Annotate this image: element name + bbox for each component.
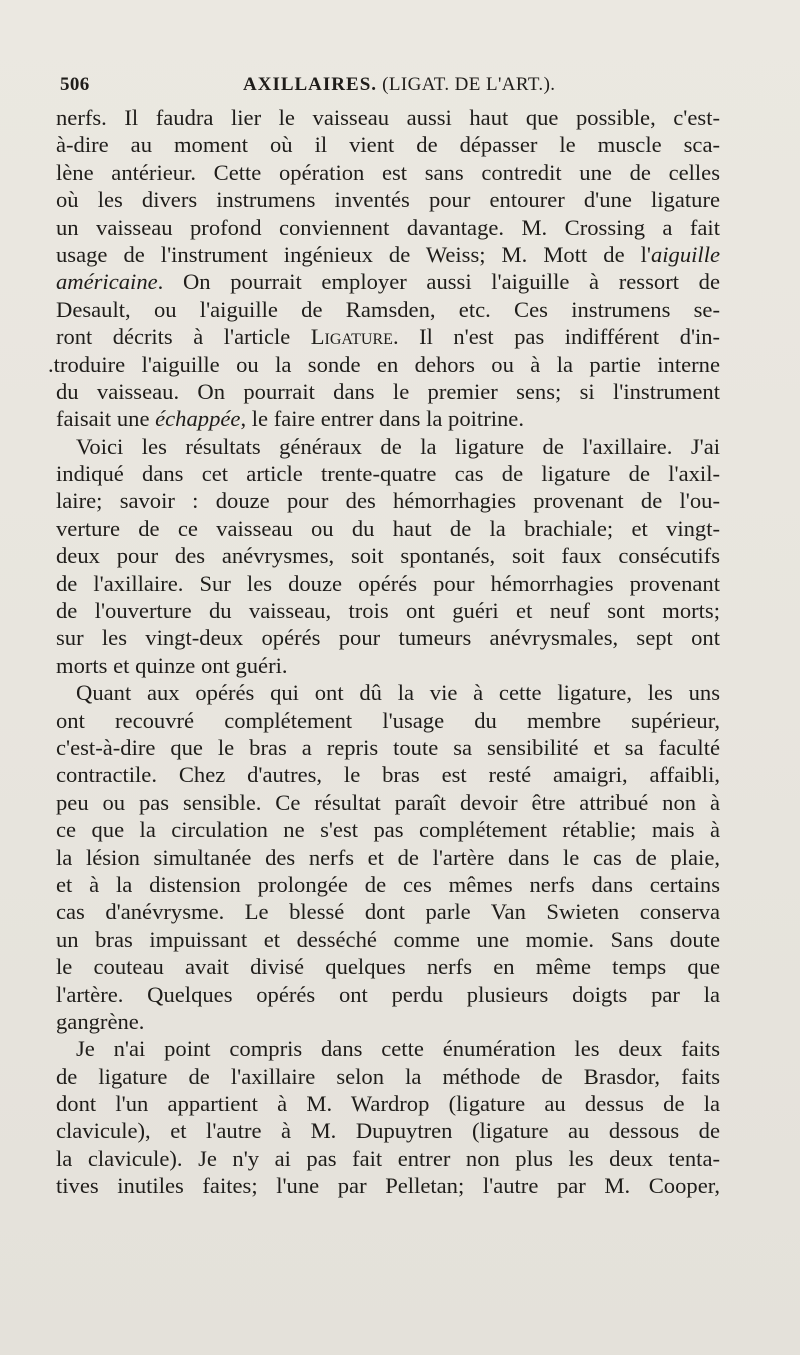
page-header bbox=[60, 74, 720, 98]
text-segment: à-dire au moment où il vient de dépasser le muscle sca- bbox=[56, 132, 720, 158]
running-title-main: AXILLAIRES. bbox=[243, 74, 378, 95]
text-segment: ont recouvré complétement l'usage du membre supérieur, bbox=[56, 707, 720, 733]
text-line bbox=[56, 1117, 720, 1144]
text-line bbox=[56, 460, 720, 487]
text-segment: usage de l'instrument ingénieux de Weiss; M. Mott de l' bbox=[56, 241, 651, 267]
text-line bbox=[56, 707, 720, 734]
text-segment: . On pourrait employer aussi l'aiguille à ressort de bbox=[157, 269, 720, 295]
text-line bbox=[56, 898, 720, 925]
text-segment: verture de ce vaisseau ou du haut de la brachiale; et vingt- bbox=[56, 515, 720, 541]
text-line bbox=[56, 268, 720, 295]
text-segment: peu ou pas sensible. Ce résultat paraît devoir être attribué non à bbox=[56, 789, 720, 815]
text-line bbox=[56, 131, 720, 158]
body-text bbox=[48, 104, 720, 1200]
text-line bbox=[48, 351, 720, 378]
text-line bbox=[56, 652, 720, 679]
text-line bbox=[56, 816, 720, 843]
text-line bbox=[56, 104, 720, 131]
text-line bbox=[56, 487, 720, 514]
text-segment: .troduire l'aiguille ou la sonde en dehors ou à la partie interne bbox=[48, 351, 720, 377]
text-segment: . Il n'est pas indifférent d'in- bbox=[392, 324, 720, 350]
text-segment: un vaisseau profond conviennent davantage. M. Crossing a fait bbox=[56, 214, 720, 240]
text-line bbox=[56, 679, 720, 706]
text-segment: faisait une bbox=[56, 406, 156, 432]
text-segment: sur les vingt-deux opérés pour tumeurs anévrysmales, sept ont bbox=[56, 625, 720, 651]
text-line bbox=[56, 1063, 720, 1090]
page-number: 506 bbox=[60, 74, 90, 95]
text-segment: clavicule), et l'autre à M. Dupuytren (ligature au dessous de bbox=[56, 1118, 720, 1144]
text-line bbox=[56, 296, 720, 323]
text-line bbox=[56, 378, 720, 405]
text-line bbox=[56, 981, 720, 1008]
text-segment: et à la distension prolongée de ces mêmes nerfs dans certains bbox=[56, 871, 720, 897]
text-segment: lène antérieur. Cette opération est sans contredit une de celles bbox=[56, 159, 720, 185]
text-segment: Quant aux opérés qui ont dû la vie à cette ligature, les uns bbox=[76, 680, 720, 706]
text-segment: morts et quinze ont guéri. bbox=[56, 652, 288, 678]
text-segment: contractile. Chez d'autres, le bras est resté amaigri, affaibli, bbox=[56, 762, 720, 788]
text-line bbox=[56, 186, 720, 213]
small-caps-term: Ligature bbox=[310, 324, 393, 350]
text-line bbox=[56, 570, 720, 597]
text-segment: la clavicule). Je n'y ai pas fait entrer non plus les deux tenta- bbox=[56, 1145, 720, 1171]
text-segment: Voici les résultats généraux de la ligature de l'axillaire. J'ai bbox=[76, 433, 720, 459]
text-segment: tives inutiles faites; l'une par Pelletan; l'autre par M. Cooper, bbox=[56, 1173, 720, 1199]
text-line bbox=[56, 405, 720, 432]
text-segment: gangrène. bbox=[56, 1008, 145, 1034]
text-segment: du vaisseau. On pourrait dans le premier sens; si l'instrument bbox=[56, 378, 720, 404]
text-line bbox=[56, 761, 720, 788]
text-line bbox=[56, 926, 720, 953]
text-segment: laire; savoir : douze pour des hémorrhagies provenant de l'ou- bbox=[56, 488, 720, 514]
italic-term: échappée bbox=[155, 406, 241, 432]
running-title bbox=[243, 74, 555, 96]
text-segment: ront décrits à l'article bbox=[56, 324, 311, 350]
text-line bbox=[56, 1090, 720, 1117]
text-segment: l'artère. Quelques opérés ont perdu plusieurs doigts par la bbox=[56, 981, 720, 1007]
text-segment: de ligature de l'axillaire selon la méthode de Brasdor, faits bbox=[56, 1063, 720, 1089]
text-line bbox=[56, 542, 720, 569]
text-line bbox=[56, 515, 720, 542]
text-segment: Je n'ai point compris dans cette énumération les deux faits bbox=[76, 1036, 720, 1062]
text-line bbox=[56, 789, 720, 816]
text-line bbox=[56, 871, 720, 898]
text-line bbox=[56, 1145, 720, 1172]
text-segment: cas d'anévrysme. Le blessé dont parle Van Swieten conserva bbox=[56, 899, 720, 925]
text-segment: le couteau avait divisé quelques nerfs en même temps que bbox=[56, 954, 720, 980]
running-title-sub: (LIGAT. DE L'ART.). bbox=[382, 74, 556, 95]
text-segment: nerfs. Il faudra lier le vaisseau aussi haut que possible, c'est- bbox=[56, 105, 720, 130]
text-segment: où les divers instrumens inventés pour entourer d'une ligature bbox=[56, 187, 720, 213]
text-segment: de l'axillaire. Sur les douze opérés pour hémorrhagies provenant bbox=[56, 570, 720, 596]
text-segment: , le faire entrer dans la poitrine. bbox=[240, 406, 524, 432]
text-segment: Desault, ou l'aiguille de Ramsden, etc. Ces instrumens se- bbox=[56, 296, 720, 322]
italic-term: américaine bbox=[56, 269, 158, 295]
text-line bbox=[56, 624, 720, 651]
text-line bbox=[56, 433, 720, 460]
text-segment: un bras impuissant et desséché comme une momie. Sans doute bbox=[56, 926, 720, 952]
text-line bbox=[56, 953, 720, 980]
text-line bbox=[56, 597, 720, 624]
text-segment: deux pour des anévrysmes, soit spontanés, soit faux consécutifs bbox=[56, 543, 720, 569]
text-segment: indiqué dans cet article trente-quatre cas de ligature de l'axil- bbox=[56, 461, 720, 487]
text-line bbox=[56, 159, 720, 186]
text-segment: dont l'un appartient à M. Wardrop (ligature au dessus de la bbox=[56, 1091, 720, 1117]
text-segment: ce que la circulation ne s'est pas complétement rétablie; mais à bbox=[56, 817, 720, 843]
text-line bbox=[56, 1172, 720, 1199]
italic-term: aiguille bbox=[650, 241, 720, 267]
text-line bbox=[56, 844, 720, 871]
text-line bbox=[56, 1035, 720, 1062]
text-segment: c'est-à-dire que le bras a repris toute sa sensibilité et sa faculté bbox=[56, 734, 720, 760]
text-line bbox=[56, 214, 720, 241]
text-line bbox=[56, 241, 720, 268]
text-line bbox=[56, 323, 720, 350]
text-line bbox=[56, 1008, 720, 1035]
text-segment: la lésion simultanée des nerfs et de l'artère dans le cas de plaie, bbox=[56, 844, 720, 870]
text-segment: de l'ouverture du vaisseau, trois ont guéri et neuf sont morts; bbox=[56, 598, 720, 624]
text-line bbox=[56, 734, 720, 761]
